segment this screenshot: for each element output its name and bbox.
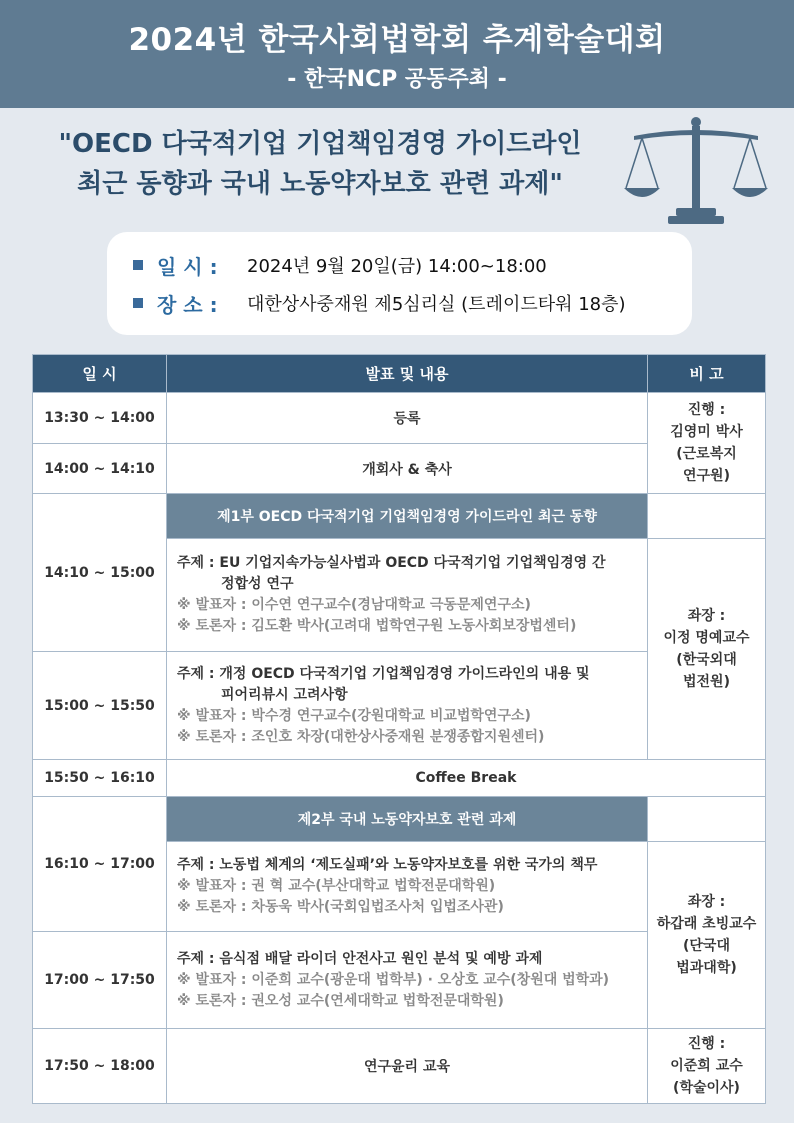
header-banner — [0, 0, 794, 108]
coffee-break: Coffee Break — [167, 760, 766, 797]
content-cell: 개회사 & 축사 — [167, 444, 648, 494]
note-cell: 진행 : 이준희 교수 (학술이사) — [648, 1029, 766, 1104]
header-time: 일 시 — [33, 355, 167, 393]
content-cell: 주제 : 음식점 배달 라이더 안전사고 원인 분석 및 예방 과제 ※ 발표자 : 이준희 교수(광운대 법학부) · 오상호 교수(창원대 법학과) ※ 토론자 : 권오성 교수(연세대학교 법학전문대학원) — [167, 932, 648, 1029]
part-2-title: 제2부 국내 노동약자보호 관련 과제 — [167, 797, 648, 842]
content-cell: 연구윤리 교육 — [167, 1029, 648, 1104]
content-cell: 주제 : EU 기업지속가능실사법과 OECD 다국적기업 기업책임경영 간 정합성 연구 ※ 발표자 : 이수연 연구교수(경남대학교 극동문제연구소) ※ 토론자 : 김도환 박사(고려대 법학연구원 노동사회보장법센터) — [167, 539, 648, 652]
theme-line-1: "OECD 다국적기업 기업책임경영 가이드라인 — [58, 129, 582, 159]
time-cell: 17:00 ~ 17:50 — [33, 932, 167, 1029]
time-cell: 13:30 ~ 14:00 — [33, 393, 167, 444]
part-1-title: 제1부 OECD 다국적기업 기업책임경영 가이드라인 최근 동향 — [167, 494, 648, 539]
time-cell: 15:50 ~ 16:10 — [33, 760, 167, 797]
empty-cell — [648, 797, 766, 842]
event-title: 2024년 한국사회법학회 추계학술대회 — [128, 22, 666, 58]
place-row — [133, 288, 626, 318]
bullet-square-icon — [133, 298, 143, 308]
event-subtitle: - 한국NCP 공동주최 - — [287, 67, 507, 92]
content-cell: 주제 : 노동법 체계의 ‘제도실패’와 노동약자보호를 위한 국가의 책무 ※ 발표자 : 권 혁 교수(부산대학교 법학전문대학원) ※ 토론자 : 차동욱 박사(국회입법조사처 입법조사관) — [167, 842, 648, 932]
note-cell: 좌장 : 이정 명예교수 (한국외대 법전원) — [648, 539, 766, 760]
schedule-table — [32, 354, 766, 1104]
table-row — [33, 393, 766, 444]
info-box — [107, 232, 692, 335]
part-row — [33, 494, 766, 539]
time-cell: 14:00 ~ 14:10 — [33, 444, 167, 494]
scales-of-justice-icon — [620, 112, 772, 230]
place-label: 장 소 : — [157, 292, 218, 317]
note-cell: 좌장 : 하갑래 초빙교수 (단국대 법과대학) — [648, 842, 766, 1029]
empty-cell — [648, 494, 766, 539]
time-cell: 16:10 ~ 17:00 — [33, 797, 167, 932]
date-row — [133, 250, 547, 280]
bullet-square-icon — [133, 260, 143, 270]
time-cell: 17:50 ~ 18:00 — [33, 1029, 167, 1104]
coffee-row — [33, 760, 766, 797]
place-value: 대한상사중재원 제5심리실 (트레이드타워 18층) — [247, 294, 626, 315]
header-note: 비 고 — [648, 355, 766, 393]
content-cell: 등록 — [167, 393, 648, 444]
note-cell: 진행 : 김영미 박사 (근로복지 연구원) — [648, 393, 766, 494]
time-cell: 15:00 ~ 15:50 — [33, 652, 167, 760]
date-label: 일 시 : — [157, 254, 218, 279]
content-cell: 주제 : 개정 OECD 다국적기업 기업책임경영 가이드라인의 내용 및 피어리뷰시 고려사항 ※ 발표자 : 박수경 연구교수(강원대학교 비교법학연구소) ※ 토론자 : 조인호 차장(대한상사중재원 분쟁종합지원센터) — [167, 652, 648, 760]
table-row — [33, 1029, 766, 1104]
part-row — [33, 797, 766, 842]
theme-line-2: 최근 동향과 국내 노동약자보호 관련 과제" — [77, 169, 563, 199]
time-cell: 14:10 ~ 15:00 — [33, 494, 167, 652]
header-content: 발표 및 내용 — [167, 355, 648, 393]
date-value: 2024년 9월 20일(금) 14:00~18:00 — [247, 256, 547, 277]
